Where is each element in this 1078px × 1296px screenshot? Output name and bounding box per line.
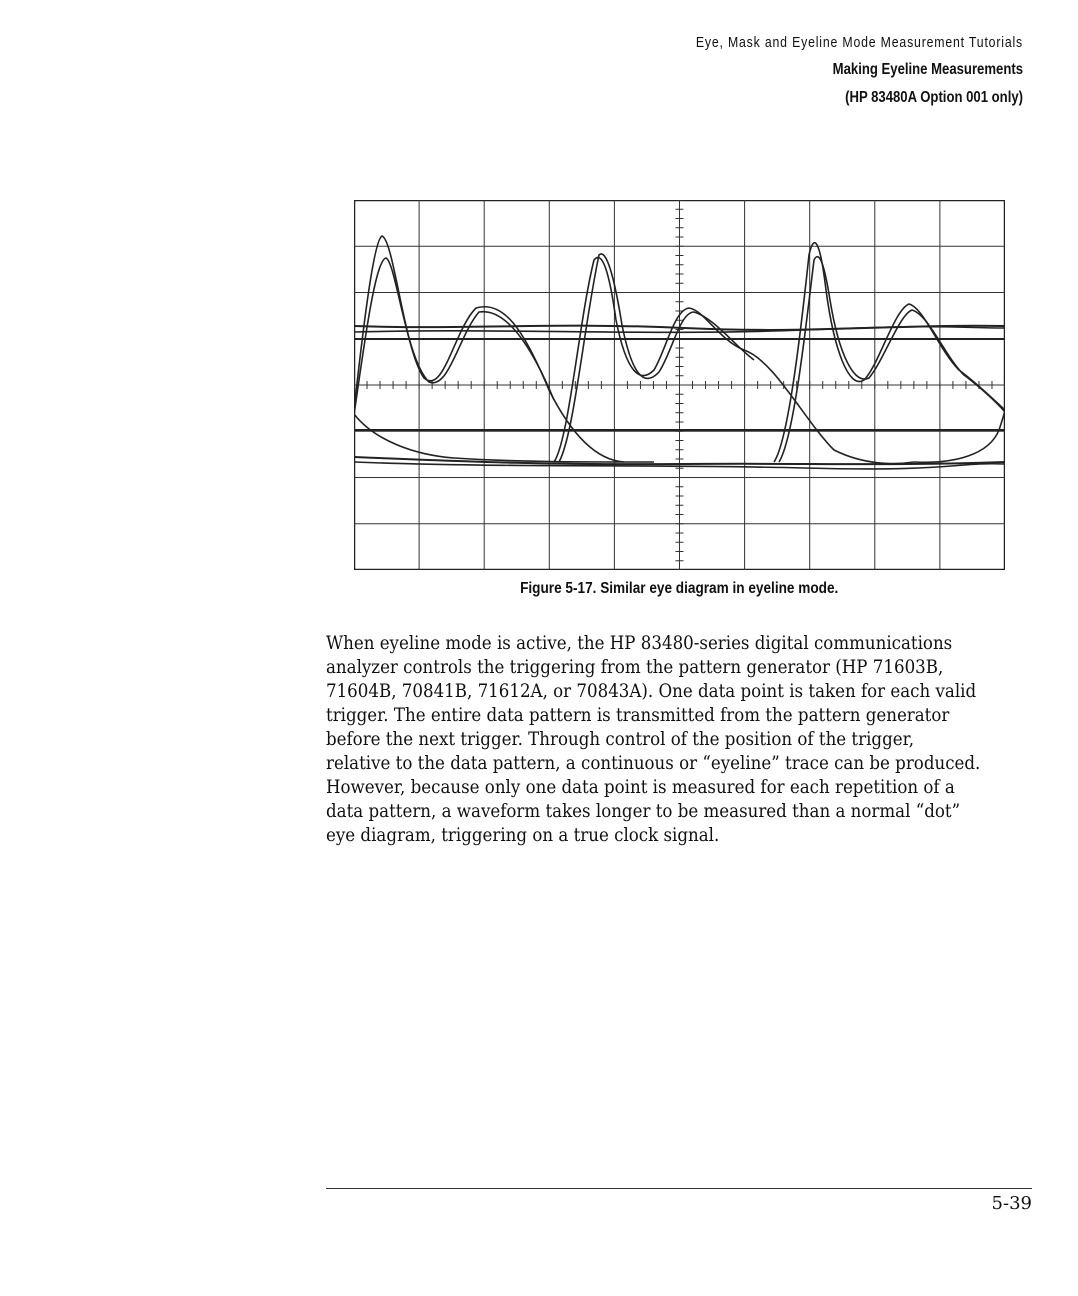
- oscilloscope-display: [354, 200, 1005, 570]
- body-line: before the next trigger. Through control of the position of the trigger,: [326, 729, 915, 750]
- figure-caption: [354, 580, 1005, 598]
- body-line: 71604B, 70841B, 71612A, or 70843A). One data point is taken for each valid: [326, 681, 977, 702]
- section-subtitle: (HP 83480A Option 001 only): [845, 89, 1023, 106]
- body-line: However, because only one data point is measured for each repetition of a: [326, 777, 955, 798]
- body-line: eye diagram, triggering on a true clock signal.: [326, 825, 720, 846]
- figure-caption-text: Figure 5-17. Similar eye diagram in eyeline mode.: [520, 580, 839, 597]
- running-head: [624, 30, 1023, 112]
- body-line: relative to the data pattern, a continuous or “eyeline” trace can be produced.: [326, 753, 981, 774]
- footer-rule: [326, 1188, 1032, 1189]
- body-line: data pattern, a waveform takes longer to be measured than a normal “dot”: [326, 801, 961, 822]
- body-line: trigger. The entire data pattern is transmitted from the pattern generator: [326, 705, 950, 726]
- body-line: When eyeline mode is active, the HP 83480-series digital communications: [326, 633, 953, 654]
- page-number: 5-39: [991, 1193, 1032, 1214]
- section-title: Making Eyeline Measurements: [832, 61, 1023, 78]
- body-line: analyzer controls the triggering from the pattern generator (HP 71603B,: [326, 657, 944, 678]
- eye-diagram-figure: [354, 200, 1005, 570]
- body-paragraph: [326, 632, 1046, 848]
- chapter-title: Eye, Mask and Eyeline Mode Measurement Tutorials: [695, 34, 1023, 51]
